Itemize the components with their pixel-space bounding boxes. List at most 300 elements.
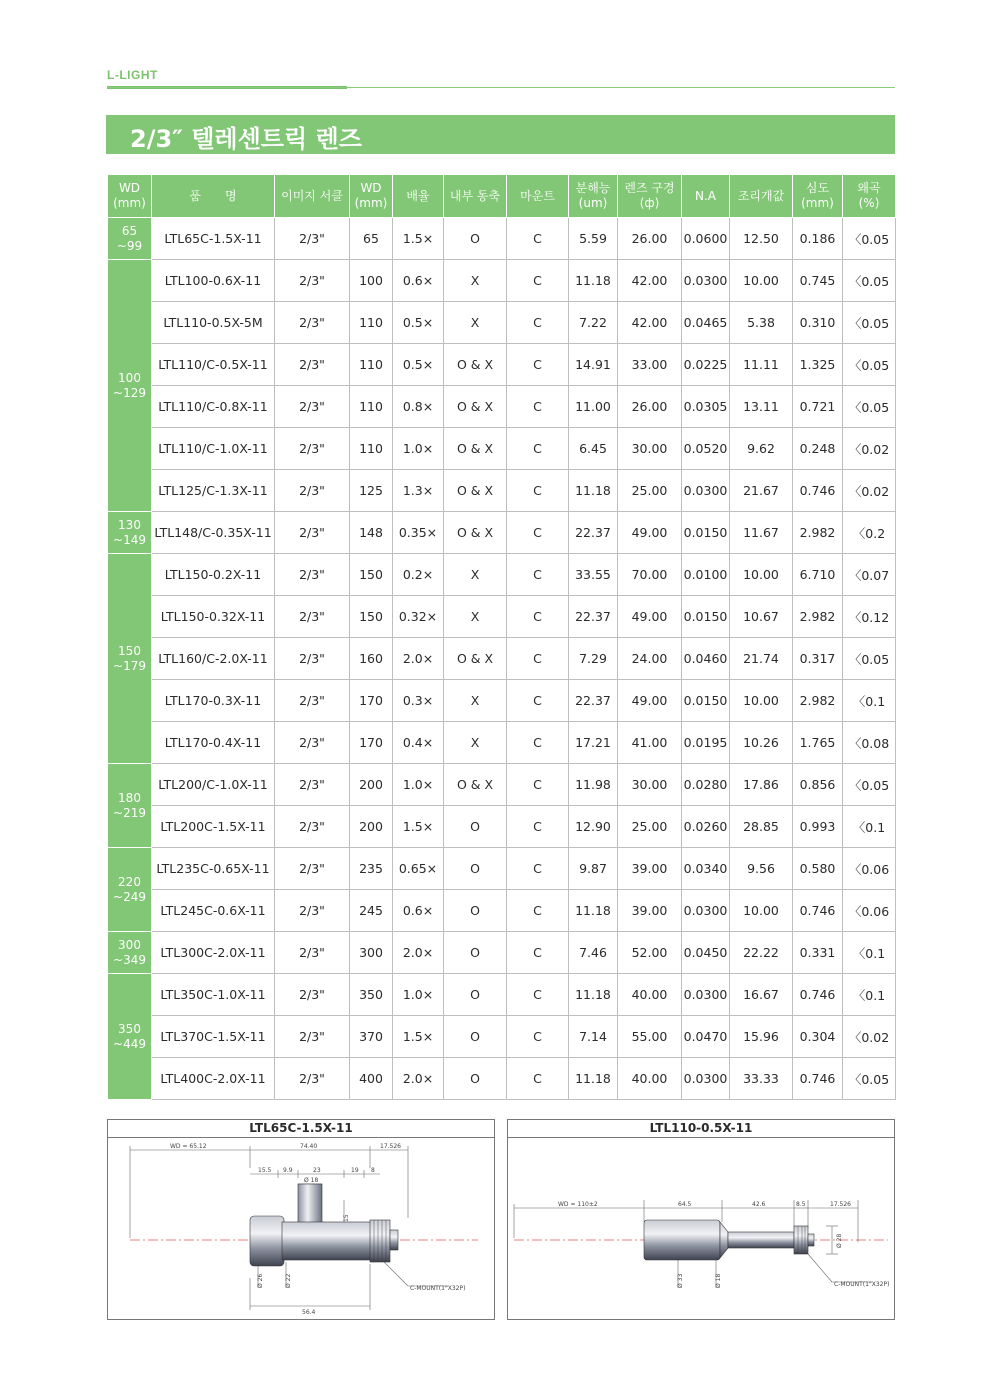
table-cell: 11.00 <box>569 386 618 428</box>
table-cell: 〈0.07 <box>843 554 896 596</box>
dim-b: 42.6 <box>752 1201 766 1208</box>
table-cell: 160 <box>350 638 393 680</box>
dim-flange: 17.526 <box>380 1143 401 1150</box>
table-cell: 30.00 <box>618 764 682 806</box>
table-cell: 0.0520 <box>682 428 730 470</box>
table-cell: 0.0300 <box>682 1058 730 1100</box>
table-cell: 2/3" <box>275 890 350 932</box>
col-header-text: (um) <box>578 196 608 210</box>
table-row <box>108 1058 896 1100</box>
drawing-title: LTL110-0.5X-11 <box>508 1120 894 1138</box>
table-cell: 400 <box>350 1058 393 1100</box>
table-cell: C <box>507 806 569 848</box>
table-cell: 〈0.05 <box>843 260 896 302</box>
table-cell: 0.0300 <box>682 974 730 1016</box>
table-cell: 350 <box>350 974 393 1016</box>
table-cell: 26.00 <box>618 218 682 260</box>
table-cell: 10.26 <box>730 722 793 764</box>
table-cell: 7.14 <box>569 1016 618 1058</box>
table-row <box>108 974 896 1016</box>
table-cell: 0.6× <box>393 890 444 932</box>
table-cell: 110 <box>350 344 393 386</box>
table-cell: 5.38 <box>730 302 793 344</box>
table-cell: 0.2× <box>393 554 444 596</box>
table-cell: 17.86 <box>730 764 793 806</box>
table-cell: 〈0.12 <box>843 596 896 638</box>
dim-body: 74.40 <box>300 1143 318 1150</box>
wd-range-text: 350 <box>118 1021 141 1036</box>
product-name-cell: LTL110/C-1.0X-11 <box>152 428 275 470</box>
wd-range-text: 150 <box>118 643 141 658</box>
table-cell: 11.18 <box>569 890 618 932</box>
table-cell: O & X <box>444 638 507 680</box>
table-cell: 0.304 <box>793 1016 843 1058</box>
table-cell: 9.87 <box>569 848 618 890</box>
col-header <box>275 175 350 218</box>
table-row <box>108 386 896 428</box>
table-cell: 〈0.06 <box>843 890 896 932</box>
table-cell: 2/3" <box>275 596 350 638</box>
table-row <box>108 764 896 806</box>
col-header-text: 마운트 <box>520 188 555 203</box>
table-cell: O & X <box>444 428 507 470</box>
table-cell: 22.37 <box>569 596 618 638</box>
table-cell: X <box>444 680 507 722</box>
table-cell: 2/3" <box>275 974 350 1016</box>
table-cell: 110 <box>350 428 393 470</box>
product-name-cell: LTL400C-2.0X-11 <box>152 1058 275 1100</box>
table-cell: 11.18 <box>569 470 618 512</box>
drawing-panel-right <box>507 1119 895 1320</box>
table-cell: 0.0600 <box>682 218 730 260</box>
wd-range-text: ~249 <box>113 889 146 904</box>
dim-dia-top: Ø 18 <box>304 1177 319 1184</box>
table-cell: 9.56 <box>730 848 793 890</box>
mount-label-left: C-MOUNT(1"X32P) <box>410 1285 466 1292</box>
table-cell: 0.0305 <box>682 386 730 428</box>
table-cell: 6.45 <box>569 428 618 470</box>
table-cell: 22.37 <box>569 512 618 554</box>
product-name-cell: LTL200/C-1.0X-11 <box>152 764 275 806</box>
col-header-text: (mm) <box>354 196 388 210</box>
wd-range-text: ~349 <box>113 952 146 967</box>
table-cell: 12.90 <box>569 806 618 848</box>
dim-dia-a: Ø 33 <box>677 1273 684 1288</box>
table-cell: O <box>444 1058 507 1100</box>
table-cell: C <box>507 260 569 302</box>
table-cell: 0.331 <box>793 932 843 974</box>
table-cell: 49.00 <box>618 596 682 638</box>
table-cell: 〈0.05 <box>843 302 896 344</box>
table-row <box>108 680 896 722</box>
table-cell: O <box>444 974 507 1016</box>
table-body <box>108 218 896 1100</box>
table-row <box>108 806 896 848</box>
wd-range-cell <box>108 218 152 260</box>
table-cell: 0.0280 <box>682 764 730 806</box>
header-rule <box>107 87 895 88</box>
table-cell: 0.856 <box>793 764 843 806</box>
table-row <box>108 428 896 470</box>
drawing-panel-left <box>107 1119 495 1320</box>
table-cell: 0.0340 <box>682 848 730 890</box>
table-cell: 2/3" <box>275 344 350 386</box>
product-name-cell: LTL370C-1.5X-11 <box>152 1016 275 1058</box>
table-cell: 〈0.2 <box>843 512 896 554</box>
table-cell: C <box>507 596 569 638</box>
wd-range-text: ~179 <box>113 658 146 673</box>
table-cell: 41.00 <box>618 722 682 764</box>
product-name-cell: LTL235C-0.65X-11 <box>152 848 275 890</box>
product-name-cell: LTL150-0.2X-11 <box>152 554 275 596</box>
col-header <box>793 175 843 218</box>
col-header <box>730 175 793 218</box>
wd-range-text: 180 <box>118 790 141 805</box>
wd-range-text: 300 <box>118 937 141 952</box>
product-name-cell: LTL170-0.3X-11 <box>152 680 275 722</box>
table-cell: 〈0.06 <box>843 848 896 890</box>
table-cell: 2/3" <box>275 386 350 428</box>
table-cell: C <box>507 722 569 764</box>
table-cell: 10.00 <box>730 260 793 302</box>
table-row <box>108 848 896 890</box>
table-cell: O <box>444 932 507 974</box>
product-name-cell: LTL148/C-0.35X-11 <box>152 512 275 554</box>
col-header-text: (%) <box>858 196 880 210</box>
table-cell: 〈0.05 <box>843 1058 896 1100</box>
table-cell: O <box>444 806 507 848</box>
table-cell: C <box>507 344 569 386</box>
table-cell: 2.982 <box>793 596 843 638</box>
col-header-text: WD <box>118 181 141 195</box>
col-header-text: WD <box>360 181 382 195</box>
table-cell: 0.186 <box>793 218 843 260</box>
table-row <box>108 932 896 974</box>
dim-d4: 19 <box>351 1167 359 1174</box>
table-cell: 17.21 <box>569 722 618 764</box>
table-cell: 0.310 <box>793 302 843 344</box>
col-header-text: (ф) <box>639 196 660 210</box>
table-cell: C <box>507 1058 569 1100</box>
col-header <box>152 175 275 218</box>
lens-drawing-ltl65c <box>108 1138 494 1319</box>
table-cell: 30.00 <box>618 428 682 470</box>
table-cell: 0.746 <box>793 890 843 932</box>
table-cell: C <box>507 428 569 470</box>
product-name-cell: LTL170-0.4X-11 <box>152 722 275 764</box>
table-cell: 170 <box>350 680 393 722</box>
table-cell: 1.0× <box>393 764 444 806</box>
col-header-text: 심도 <box>805 181 830 195</box>
wd-range-text: ~149 <box>113 532 146 547</box>
table-cell: 26.00 <box>618 386 682 428</box>
table-cell: 49.00 <box>618 680 682 722</box>
table-row <box>108 722 896 764</box>
table-cell: 300 <box>350 932 393 974</box>
table-cell: 〈0.02 <box>843 428 896 470</box>
dim-wd: WD = 110±2 <box>558 1201 598 1208</box>
table-cell: 52.00 <box>618 932 682 974</box>
wd-range-cell <box>108 974 152 1100</box>
col-header <box>507 175 569 218</box>
table-cell: 0.4× <box>393 722 444 764</box>
product-name-cell: LTL110/C-0.5X-11 <box>152 344 275 386</box>
wd-range-text: 220 <box>118 874 141 889</box>
table-cell: 16.67 <box>730 974 793 1016</box>
table-cell: 0.746 <box>793 974 843 1016</box>
table-cell: 2/3" <box>275 638 350 680</box>
table-cell: 15.96 <box>730 1016 793 1058</box>
table-cell: 1.0× <box>393 428 444 470</box>
table-cell: 0.5× <box>393 344 444 386</box>
table-cell: 235 <box>350 848 393 890</box>
table-cell: 42.00 <box>618 302 682 344</box>
table-cell: 40.00 <box>618 1058 682 1100</box>
table-cell: C <box>507 302 569 344</box>
product-name-cell: LTL300C-2.0X-11 <box>152 932 275 974</box>
col-header-text: 렌즈 구경 <box>624 181 675 195</box>
col-header <box>444 175 507 218</box>
table-row <box>108 344 896 386</box>
table-cell: 11.67 <box>730 512 793 554</box>
table-cell: 12.50 <box>730 218 793 260</box>
table-cell: 200 <box>350 764 393 806</box>
table-cell: 110 <box>350 386 393 428</box>
table-cell: 10.00 <box>730 554 793 596</box>
table-cell: 0.3× <box>393 680 444 722</box>
table-cell: 2/3" <box>275 428 350 470</box>
table-cell: 65 <box>350 218 393 260</box>
table-cell: O & X <box>444 764 507 806</box>
table-cell: 0.32× <box>393 596 444 638</box>
dim-dia-b: Ø 22 <box>285 1273 292 1288</box>
table-cell: C <box>507 974 569 1016</box>
table-cell: 2/3" <box>275 470 350 512</box>
product-name-cell: LTL160/C-2.0X-11 <box>152 638 275 680</box>
table-cell: C <box>507 680 569 722</box>
table-cell: 10.00 <box>730 890 793 932</box>
page-title: 2/3″ 텔레센트릭 렌즈 <box>130 125 362 153</box>
table-row <box>108 512 896 554</box>
table-cell: 2/3" <box>275 302 350 344</box>
table-cell: 〈0.02 <box>843 470 896 512</box>
product-name-cell: LTL245C-0.6X-11 <box>152 890 275 932</box>
dim-c: 8.5 <box>796 1201 806 1208</box>
col-header-text: N.A <box>695 188 716 203</box>
table-cell: 〈0.1 <box>843 806 896 848</box>
col-header-text: 이미지 서클 <box>281 188 343 203</box>
table-cell: 1.5× <box>393 218 444 260</box>
table-cell: 0.248 <box>793 428 843 470</box>
table-cell: 2.0× <box>393 1058 444 1100</box>
table-cell: 2/3" <box>275 218 350 260</box>
table-cell: X <box>444 722 507 764</box>
table-cell: 148 <box>350 512 393 554</box>
table-cell: 125 <box>350 470 393 512</box>
lens-spec-table <box>107 174 896 1100</box>
table-cell: 10.00 <box>730 680 793 722</box>
table-cell: 42.00 <box>618 260 682 302</box>
table-cell: 2/3" <box>275 512 350 554</box>
table-cell: 25.00 <box>618 470 682 512</box>
col-header <box>108 175 152 218</box>
table-cell: 0.0150 <box>682 512 730 554</box>
table-cell: O & X <box>444 512 507 554</box>
table-cell: 22.22 <box>730 932 793 974</box>
table-cell: C <box>507 764 569 806</box>
col-header-text: (mm) <box>113 196 146 210</box>
table-cell: 100 <box>350 260 393 302</box>
table-cell: 24.00 <box>618 638 682 680</box>
table-cell: 2/3" <box>275 1058 350 1100</box>
table-cell: C <box>507 932 569 974</box>
table-cell: 2/3" <box>275 722 350 764</box>
table-cell: 110 <box>350 302 393 344</box>
table-cell: 2/3" <box>275 848 350 890</box>
mount-label-right: C-MOUNT(1"X32P) <box>834 1281 890 1288</box>
lens-drawing-ltl110 <box>508 1138 894 1319</box>
wd-range-text: 130 <box>118 517 141 532</box>
table-cell: 0.35× <box>393 512 444 554</box>
table-cell: 9.62 <box>730 428 793 470</box>
table-cell: 〈0.05 <box>843 386 896 428</box>
table-cell: 11.11 <box>730 344 793 386</box>
table-cell: 6.710 <box>793 554 843 596</box>
table-cell: C <box>507 890 569 932</box>
product-name-cell: LTL200C-1.5X-11 <box>152 806 275 848</box>
table-cell: 0.0150 <box>682 596 730 638</box>
table-cell: 0.0100 <box>682 554 730 596</box>
table-cell: 245 <box>350 890 393 932</box>
table-cell: C <box>507 848 569 890</box>
table-cell: 0.0300 <box>682 890 730 932</box>
wd-range-text: 65 <box>121 223 138 238</box>
table-cell: 11.18 <box>569 974 618 1016</box>
table-cell: 〈0.05 <box>843 638 896 680</box>
table-cell: 0.0195 <box>682 722 730 764</box>
dim-dia-c: Ø 28 <box>836 1233 843 1248</box>
table-cell: 〈0.1 <box>843 932 896 974</box>
table-cell: 39.00 <box>618 890 682 932</box>
dim-d5: 8 <box>371 1167 375 1174</box>
table-cell: 0.746 <box>793 470 843 512</box>
table-header-row <box>108 175 896 218</box>
table-cell: 0.721 <box>793 386 843 428</box>
table-cell: 1.765 <box>793 722 843 764</box>
table-cell: 170 <box>350 722 393 764</box>
table-cell: 0.0470 <box>682 1016 730 1058</box>
table-cell: 40.00 <box>618 974 682 1016</box>
table-cell: 55.00 <box>618 1016 682 1058</box>
table-row <box>108 1016 896 1058</box>
table-cell: X <box>444 554 507 596</box>
table-cell: 0.5× <box>393 302 444 344</box>
table-cell: C <box>507 554 569 596</box>
col-header-text: 조리개값 <box>737 188 785 203</box>
col-header <box>350 175 393 218</box>
table-cell: 11.18 <box>569 260 618 302</box>
table-cell: X <box>444 260 507 302</box>
table-cell: 0.8× <box>393 386 444 428</box>
dim-d2: 9.9 <box>283 1167 293 1174</box>
wd-range-text: ~129 <box>113 385 146 400</box>
table-cell: 2.982 <box>793 680 843 722</box>
table-cell: 150 <box>350 554 393 596</box>
wd-range-cell <box>108 512 152 554</box>
table-cell: 〈0.1 <box>843 680 896 722</box>
product-name-cell: LTL350C-1.0X-11 <box>152 974 275 1016</box>
table-cell: C <box>507 386 569 428</box>
table-cell: 33.00 <box>618 344 682 386</box>
table-cell: 〈0.05 <box>843 344 896 386</box>
table-cell: 0.746 <box>793 1058 843 1100</box>
table-cell: 0.0465 <box>682 302 730 344</box>
table-cell: 70.00 <box>618 554 682 596</box>
drawings-section <box>107 1119 895 1319</box>
table-cell: 2/3" <box>275 680 350 722</box>
table-cell: 2/3" <box>275 806 350 848</box>
table-row <box>108 218 896 260</box>
table-cell: 1.0× <box>393 974 444 1016</box>
table-cell: 0.0300 <box>682 470 730 512</box>
table-cell: 0.0225 <box>682 344 730 386</box>
table-cell: 25.00 <box>618 806 682 848</box>
table-cell: 0.993 <box>793 806 843 848</box>
table-cell: 2/3" <box>275 1016 350 1058</box>
dim-total: 56.4 <box>302 1309 316 1316</box>
wd-range-text: ~99 <box>116 238 143 253</box>
table-cell: 〈0.05 <box>843 218 896 260</box>
col-header-text: (mm) <box>801 196 834 210</box>
table-cell: X <box>444 302 507 344</box>
dim-height: 15 <box>343 1214 350 1222</box>
table-cell: C <box>507 512 569 554</box>
table-cell: 0.0260 <box>682 806 730 848</box>
table-cell: 7.46 <box>569 932 618 974</box>
table-row <box>108 596 896 638</box>
table-cell: 21.74 <box>730 638 793 680</box>
table-cell: 150 <box>350 596 393 638</box>
col-header <box>393 175 444 218</box>
wd-range-cell <box>108 260 152 512</box>
table-cell: 10.67 <box>730 596 793 638</box>
table-cell: 1.5× <box>393 1016 444 1058</box>
table-cell: 〈0.08 <box>843 722 896 764</box>
table-cell: 0.745 <box>793 260 843 302</box>
table-cell: 0.0300 <box>682 260 730 302</box>
col-header-text: 분해능 <box>575 181 611 195</box>
table-cell: O <box>444 1016 507 1058</box>
dim-wd: WD = 65.12 <box>170 1143 207 1150</box>
dim-flange: 17.526 <box>830 1201 851 1208</box>
table-cell: 11.98 <box>569 764 618 806</box>
wd-range-text: ~219 <box>113 805 146 820</box>
col-header-text: 내부 동축 <box>449 188 501 203</box>
table-cell: 2/3" <box>275 554 350 596</box>
table-cell: 33.55 <box>569 554 618 596</box>
col-header <box>682 175 730 218</box>
wd-range-cell <box>108 764 152 848</box>
table-cell: 5.59 <box>569 218 618 260</box>
wd-range-text: 100 <box>118 370 141 385</box>
col-header-text: 배율 <box>406 188 430 203</box>
dim-dia-a: Ø 26 <box>257 1273 264 1288</box>
dim-d1: 15.5 <box>258 1167 272 1174</box>
table-cell: 2/3" <box>275 260 350 302</box>
table-cell: 〈0.1 <box>843 974 896 1016</box>
table-cell: O & X <box>444 344 507 386</box>
table-cell: C <box>507 638 569 680</box>
